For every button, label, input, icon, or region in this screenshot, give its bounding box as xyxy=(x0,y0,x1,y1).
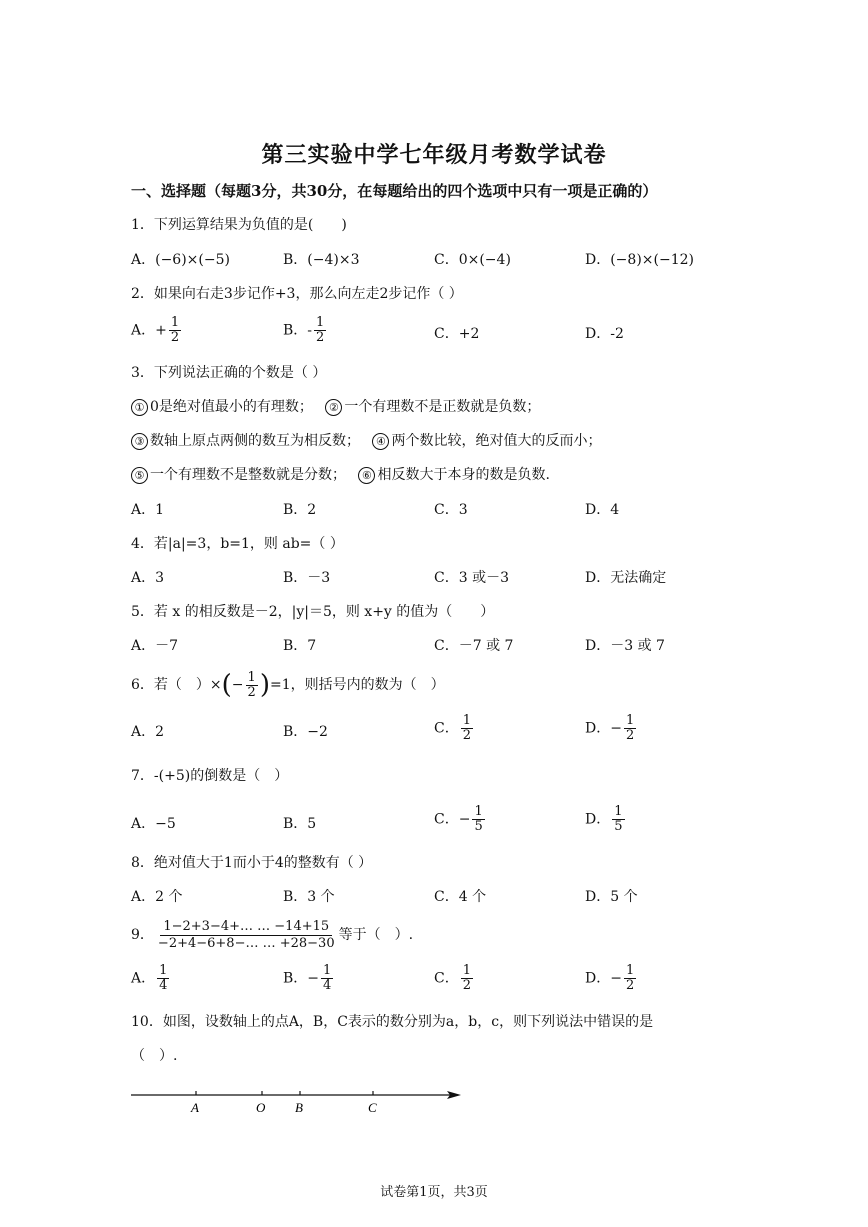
q9-option-c: C． $\frac{1}{2}$ xyxy=(434,963,471,993)
q8-option-b: B．3 个 xyxy=(283,889,335,905)
question-5: 5．若 x 的相反数是－2，|y|＝5，则 x+y 的值为（ ） xyxy=(131,604,495,620)
circled-4: ④ xyxy=(372,433,389,450)
question-6: 6．若（ ）×(− $\frac{1}{2}$ )=1，则括号内的数为（ ） xyxy=(131,669,445,700)
q4-option-b: B．－3 xyxy=(283,570,331,586)
circled-2: ② xyxy=(325,399,342,416)
q8-option-c: C．4 个 xyxy=(434,889,487,905)
q4-option-c: C．3 或－3 xyxy=(434,570,509,586)
q4-option-d: D．无法确定 xyxy=(585,570,667,586)
q1-option-d: D．(−8)×(−12) xyxy=(585,252,694,268)
q7-option-d: D． $\frac{1}{5}$ xyxy=(585,804,623,834)
section-heading: 一、选择题（每题3分，共30分，在每题给出的四个选项中只有一项是正确的） xyxy=(131,182,658,200)
question-10: 10．如图，设数轴上的点A，B，C表示的数分别为a，b，c，则下列说法中错误的是 xyxy=(131,1014,654,1030)
question-2: 2．如果向右走3步记作+3，那么向左走2步记作（ ） xyxy=(131,286,463,302)
q2-option-c: C．+2 xyxy=(434,326,480,342)
question-3: 3．下列说法正确的个数是（ ） xyxy=(131,365,327,381)
q2-option-d: D．-2 xyxy=(585,326,624,342)
q5-option-c: C．－7 或 7 xyxy=(434,638,514,654)
q3-statements-row-1: ① 0是绝对值最小的有理数； ② 一个有理数不是正数就是负数； xyxy=(131,398,540,416)
q3-option-a: A．1 xyxy=(131,502,165,518)
q6-option-d: D．− $\frac{1}{2}$ xyxy=(585,713,635,743)
circled-1: ① xyxy=(131,399,148,416)
q1-option-b: B．(−4)×3 xyxy=(283,252,360,268)
circled-5: ⑤ xyxy=(131,467,148,484)
label-c: C xyxy=(368,1100,377,1115)
label-o: O xyxy=(256,1100,266,1115)
label-a: A xyxy=(191,1100,199,1115)
q8-option-a: A．2 个 xyxy=(131,889,183,905)
circled-6: ⑥ xyxy=(358,467,375,484)
q5-option-b: B．7 xyxy=(283,638,317,654)
q9-option-a: A． $\frac{1}{4}$ xyxy=(131,963,168,993)
q2-option-a: A．+ $\frac{1}{2}$ xyxy=(131,315,180,345)
q6-option-a: A．2 xyxy=(131,724,165,740)
q3-option-d: D．4 xyxy=(585,502,620,518)
q5-option-d: D．－3 或 7 xyxy=(585,638,665,654)
q7-option-c: C．− $\frac{1}{5}$ xyxy=(434,804,483,834)
label-b: B xyxy=(295,1100,303,1115)
question-9: 9． $\frac{1-2+3-4+\dots \dots -14+15}{-2+4-6+8-\dots \dots +28-30}$ 等于（ ）. xyxy=(131,918,414,951)
exam-title: 第三实验中学七年级月考数学试卷 xyxy=(261,142,607,168)
q8-option-d: D．5 个 xyxy=(585,889,638,905)
circled-3: ③ xyxy=(131,433,148,450)
q3-statements-row-3: ⑤ 一个有理数不是整数就是分数； ⑥ 相反数大于本身的数是负数. xyxy=(131,466,550,484)
q6-option-b: B．−2 xyxy=(283,724,328,740)
q3-option-b: B．2 xyxy=(283,502,317,518)
q1-option-c: C．0×(−4) xyxy=(434,252,511,268)
q1-option-a: A．(−6)×(−5) xyxy=(131,252,230,268)
q2-option-b: B．- $\frac{1}{2}$ xyxy=(283,315,325,345)
question-7: 7．-(+5)的倒数是（ ） xyxy=(131,768,289,784)
question-10-paren: （ ）. xyxy=(131,1048,178,1064)
number-line-figure xyxy=(125,1080,470,1120)
question-1: 1．下列运算结果为负值的是( ) xyxy=(131,217,347,233)
q3-option-c: C．3 xyxy=(434,502,468,518)
q3-statements-row-2: ③ 数轴上原点两侧的数互为相反数； ④ 两个数比较，绝对值大的反而小； xyxy=(131,432,601,450)
page-footer: 试卷第1页，共3页 xyxy=(380,1185,488,1200)
q9-option-b: B．− $\frac{1}{4}$ xyxy=(283,963,332,993)
question-8: 8．绝对值大于1而小于4的整数有（ ） xyxy=(131,855,373,871)
q4-option-a: A．3 xyxy=(131,570,165,586)
q6-option-c: C． $\frac{1}{2}$ xyxy=(434,713,471,743)
question-4: 4．若|a|=3，b=1，则 ab=（ ） xyxy=(131,536,344,552)
q7-option-a: A．−5 xyxy=(131,816,176,832)
q7-option-b: B．5 xyxy=(283,816,317,832)
q5-option-a: A．－7 xyxy=(131,638,179,654)
q9-option-d: D．− $\frac{1}{2}$ xyxy=(585,963,635,993)
